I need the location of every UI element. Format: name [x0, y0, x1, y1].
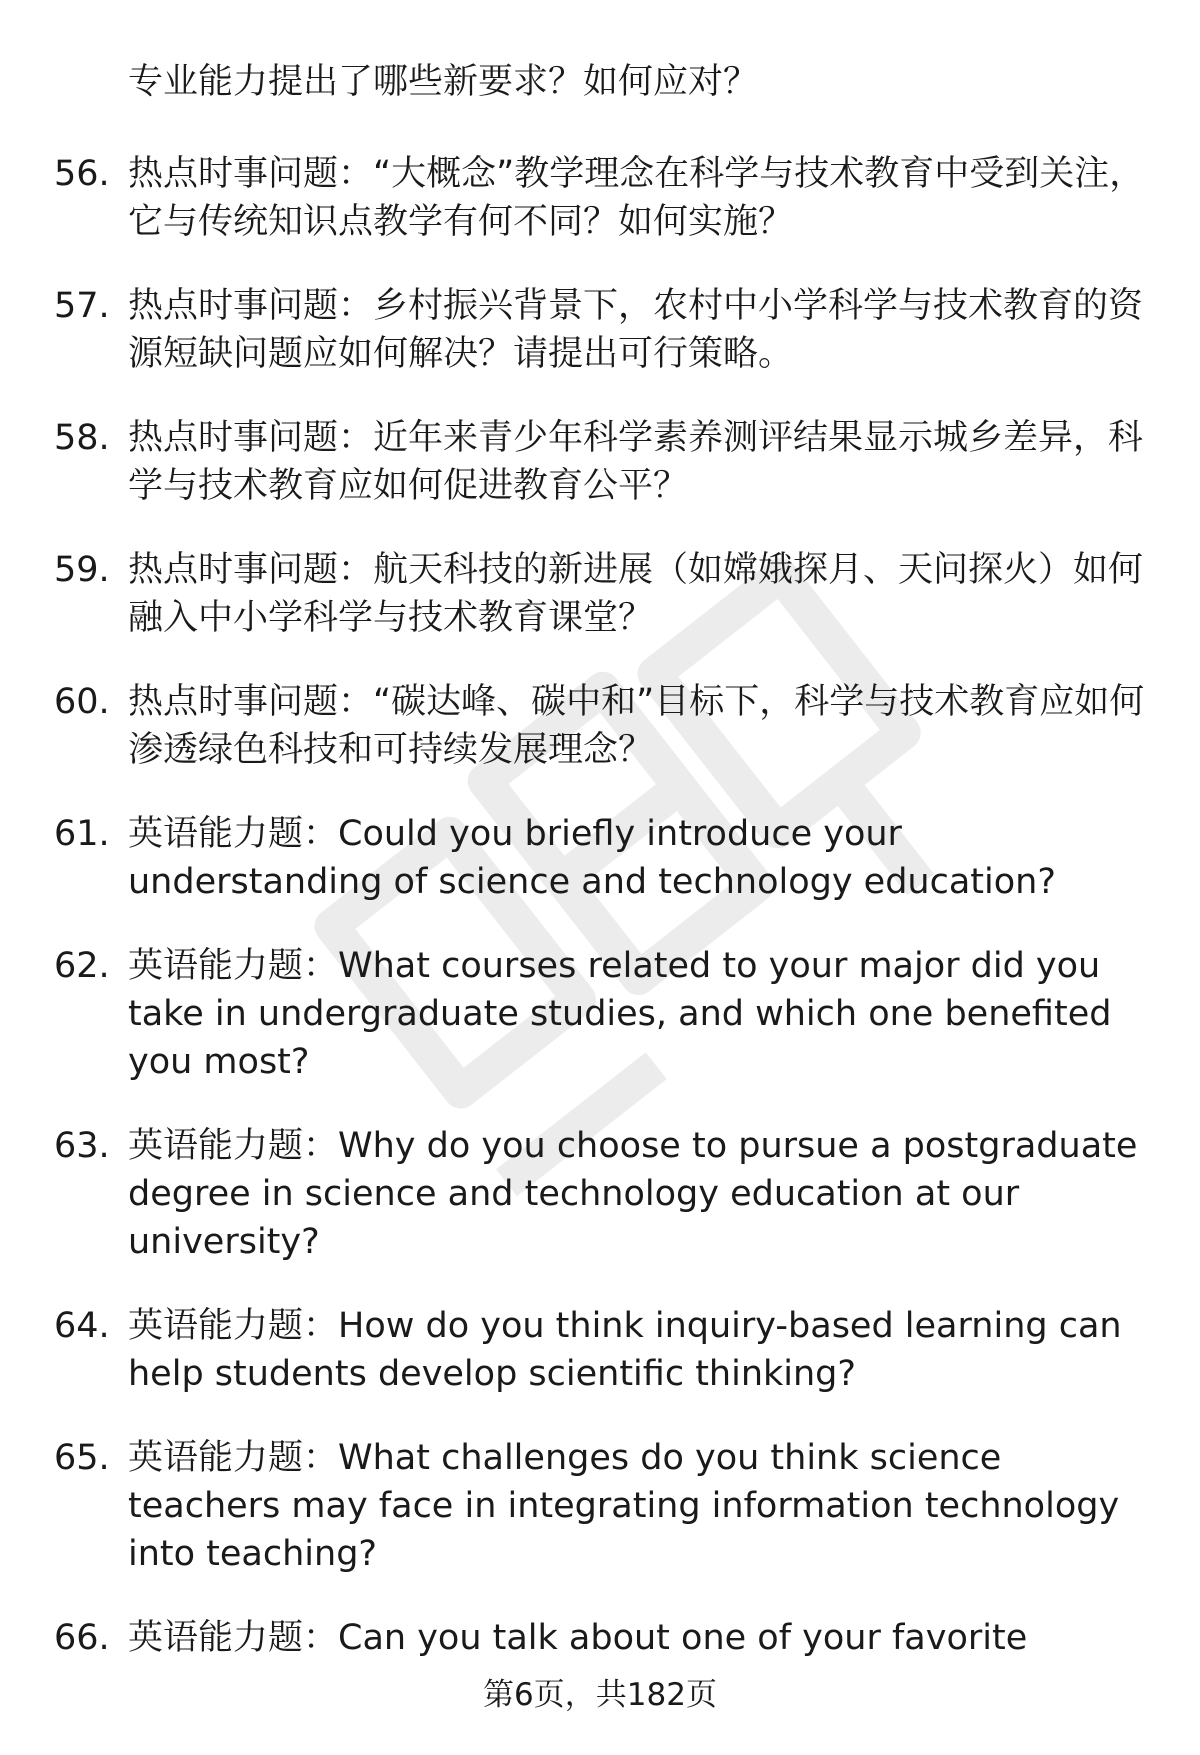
question-text: 热点时事问题：近年来青少年科学素养测评结果显示城乡差异，科学与技术教育应如何促进教育公平？ — [128, 418, 1144, 506]
question-item — [0, 1302, 1200, 1398]
question-text: 英语能力题：Could you briefly introduce your understanding of science and technology education? — [128, 814, 1056, 902]
question-number: 62. — [54, 946, 110, 986]
question-text: 热点时事问题：“大概念”教学理念在科学与技术教育中受到关注，它与传统知识点教学有何不同？如何实施？ — [128, 154, 1145, 242]
question-number: 60. — [54, 682, 110, 722]
question-item — [0, 678, 1200, 774]
question-number: 65. — [54, 1438, 110, 1478]
question-item — [0, 150, 1200, 246]
question-text: 英语能力题：What courses related to your major did you take in undergraduate studies, and which one benefited you most? — [128, 946, 1112, 1082]
question-text: 英语能力题：How do you think inquiry-based learning can help students develop scientific thinking? — [128, 1306, 1122, 1394]
question-item — [0, 1122, 1200, 1266]
question-item — [0, 1434, 1200, 1578]
question-text: 热点时事问题：乡村振兴背景下，农村中小学科学与技术教育的资源短缺问题应如何解决？请提出可行策略。 — [128, 286, 1144, 374]
question-number: 56. — [54, 154, 110, 194]
page-footer: 第6页，共182页 — [483, 1677, 717, 1713]
question-text: 英语能力题：Why do you choose to pursue a postgraduate degree in science and technology education at our university? — [128, 1126, 1138, 1262]
question-number: 58. — [54, 418, 110, 458]
question-item — [0, 942, 1200, 1086]
question-number: 64. — [54, 1306, 110, 1346]
question-list — [0, 150, 1200, 1698]
question-number: 61. — [54, 814, 110, 854]
question-item — [0, 1614, 1200, 1662]
question-text: 热点时事问题：航天科技的新进展（如嫦娥探月、天问探火）如何融入中小学科学与技术教育课堂？ — [128, 550, 1144, 638]
question-item — [0, 546, 1200, 642]
question-item — [0, 414, 1200, 510]
question-item — [0, 282, 1200, 378]
question-number: 66. — [54, 1618, 110, 1658]
question-text: 英语能力题：Can you talk about one of your favorite — [128, 1618, 1028, 1658]
question-number: 63. — [54, 1126, 110, 1166]
continuation-text: 专业能力提出了哪些新要求？如何应对？ — [128, 62, 759, 102]
question-text: 英语能力题：What challenges do you think science teachers may face in integrating information technology into teaching? — [128, 1438, 1120, 1574]
question-number: 59. — [54, 550, 110, 590]
question-text: 热点时事问题：“碳达峰、碳中和”目标下，科学与技术教育应如何渗透绿色科技和可持续发展理念？ — [128, 682, 1145, 770]
question-item — [0, 810, 1200, 906]
question-number: 57. — [54, 286, 110, 326]
